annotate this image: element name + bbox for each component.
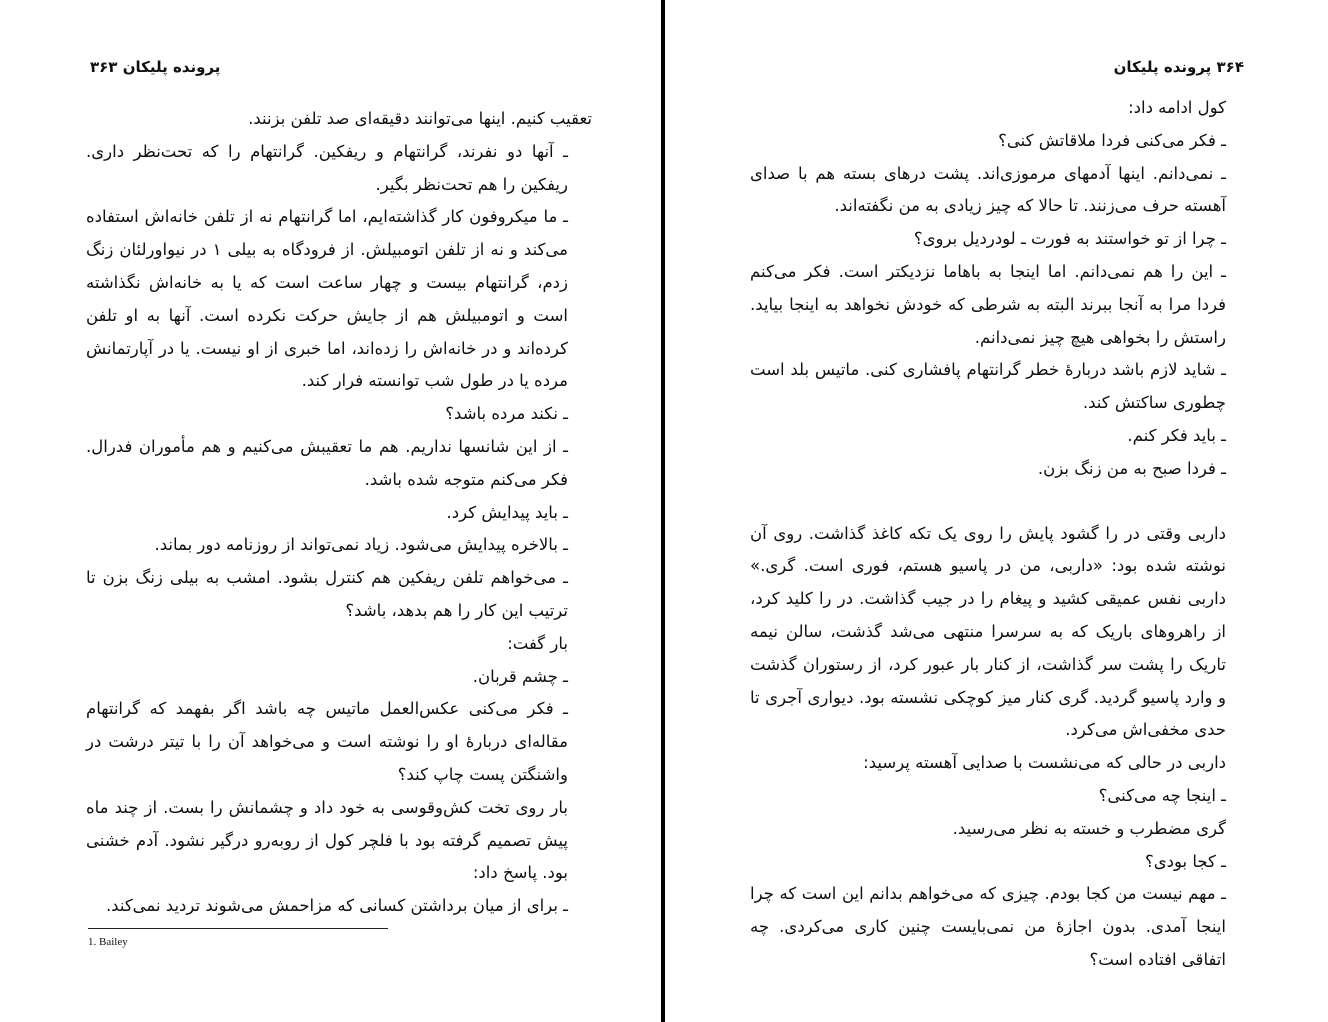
paragraph: ـ چرا از تو خواستند به فورت ـ لودردیل بروی؟: [913, 229, 1226, 249]
paragraph: ـ چشم قربان.: [472, 666, 568, 686]
paragraph: ـ مهم نیست من کجا بودم. چیزی که می‌خواهم بدانم این است که چرا اینجا آمدی. بدون اجازهٔ من نمی‌بایست چنین کاری می‌کردی. چه اتفاقی افتاده است؟: [750, 884, 1226, 969]
paragraph: ـ باید پیدایش کرد.: [446, 502, 568, 522]
paragraph: ـ ما میکروفون کار گذاشته‌ایم، اما گرانتهام نه از تلفن خانه‌اش استفاده می‌کند و نه از تلفن اتومبیلش. از فرودگاه به بیلی ۱ در نیواورلئان زنگ زدم، گرانتهام بیست و چهار ساعت است که یا به خانه‌اش نگذاشته است و اتومبیلش هم از جایش حرکت نکرده است. آنها به او تلفن کرده‌اند و در خانه‌اش را زده‌اند، اما خبری از او نیست. یا در آپارتمانش مرده یا در طول شب توانسته فرار کند.: [86, 207, 568, 391]
footnote-rule: [88, 928, 388, 929]
left-page: [60, 0, 600, 1022]
paragraph: ـ باید فکر کنم.: [1127, 425, 1226, 445]
paragraph: ـ فکر می‌کنی عکس‌العمل ماتیس چه باشد اگر بفهمد که گرانتهام مقاله‌ای دربارهٔ او را نوشته است و می‌خواهد آن را با تیتر درشت در واشنگتن پست چاپ کند؟: [86, 699, 568, 784]
paragraph: ـ بالاخره پیدایش می‌شود. زیاد نمی‌تواند از روزنامه دور بماند.: [154, 535, 568, 555]
left-page-header: پرونده پلیکان ۳۶۳: [90, 58, 221, 76]
paragraph: ـ برای از میان برداشتن کسانی که مزاحمش می‌شوند تردید نمی‌کند.: [105, 896, 568, 916]
paragraph: ـ از این شانسها نداریم. هم ما تعقیبش می‌کنیم و هم مأموران فدرال. فکر می‌کنم متوجه شده باشد.: [86, 436, 568, 489]
paragraph: ـ نمی‌دانم. اینها آدمهای مرموزی‌اند. پشت درهای بسته هم با صدای آهسته حرف می‌زنند. تا حالا که چیز زیادی به من نگفته‌اند.: [750, 163, 1226, 216]
paragraph: ـ شاید لازم باشد دربارهٔ خطر گرانتهام پافشاری کنی. ماتیس بلد است چطوری ساکتش کند.: [750, 360, 1226, 413]
paragraph: بار روی تخت کش‌وقوسی به خود داد و چشمانش را بست. از چند ماه پیش تصمیم گرفته بود با فلچر کول از روبه‌رو درگیر نشود. آدم خشنی بود. پاسخ داد:: [86, 797, 568, 883]
paragraph: ـ کجا بودی؟: [1145, 851, 1226, 871]
footnote: 1. Bailey: [88, 936, 128, 948]
right-page-body: [750, 92, 1250, 977]
paragraph: ـ نکند مرده باشد؟: [445, 404, 568, 424]
paragraph: کول ادامه داد:: [1128, 98, 1226, 117]
paragraph: ـ آنها دو نفرند، گرانتهام و ریفکین. گرانتهام را که تحت‌نظر داری. ریفکین را هم تحت‌نظر بگیر.: [86, 141, 568, 194]
paragraph: ـ می‌خواهم تلفن ریفکین هم کنترل بشود. امشب به بیلی زنگ بزن تا ترتیب این کار را هم بدهد، باشد؟: [86, 568, 568, 620]
right-page-header: ۳۶۴ پرونده پلیکان: [1113, 58, 1244, 76]
paragraph: بار گفت:: [507, 633, 568, 653]
paragraph: گری مضطرب و خسته به نظر می‌رسید.: [952, 818, 1226, 838]
paragraph: ـ فکر می‌کنی فردا ملاقاتش کنی؟: [998, 130, 1226, 150]
paragraph: ـ فردا صبح به من زنگ بزن.: [1037, 458, 1226, 478]
book-spine: [661, 0, 665, 1022]
right-page: [730, 0, 1250, 1022]
paragraph: ـ این را هم نمی‌دانم. اما اینجا به باهاما نزدیکتر است. فکر می‌کنم فردا مرا به آنجا ببرند البته به شرطی که خودش نخواهد به اینجا بیاید. راستش را بخواهی هیچ چیز نمی‌دانم.: [750, 261, 1226, 347]
left-page-body: [86, 103, 592, 923]
paragraph: تعقیب کنیم. اینها می‌توانند دقیقه‌ای صد تلفن بزنند.: [248, 109, 592, 128]
paragraph: ـ اینجا چه می‌کنی؟: [1098, 785, 1226, 805]
paragraph: داربی در حالی که می‌نشست با صدایی آهسته پرسید:: [863, 753, 1226, 773]
paragraph: داربی وقتی در را گشود پایش را روی یک تکه کاغذ گذاشت. روی آن نوشته شده بود: «داربی، من در پاسیو هستم، فوری است. گری.» داربی نفس عمیقی کشید و پیغام را در جیب گذاشت. در را کلید کرد، از راهروهای باریک که به سرسرا منتهی می‌شد گذشت، سالن نیمه تاریک را پشت سر گذاشت، از کنار بار عبور کرد، از رستوران گذشت و وارد پاسیو گردید. گری کنار میز کوچکی نشسته بود. دیواری آجری تا حدی مخفی‌اش می‌کرد.: [750, 523, 1226, 740]
